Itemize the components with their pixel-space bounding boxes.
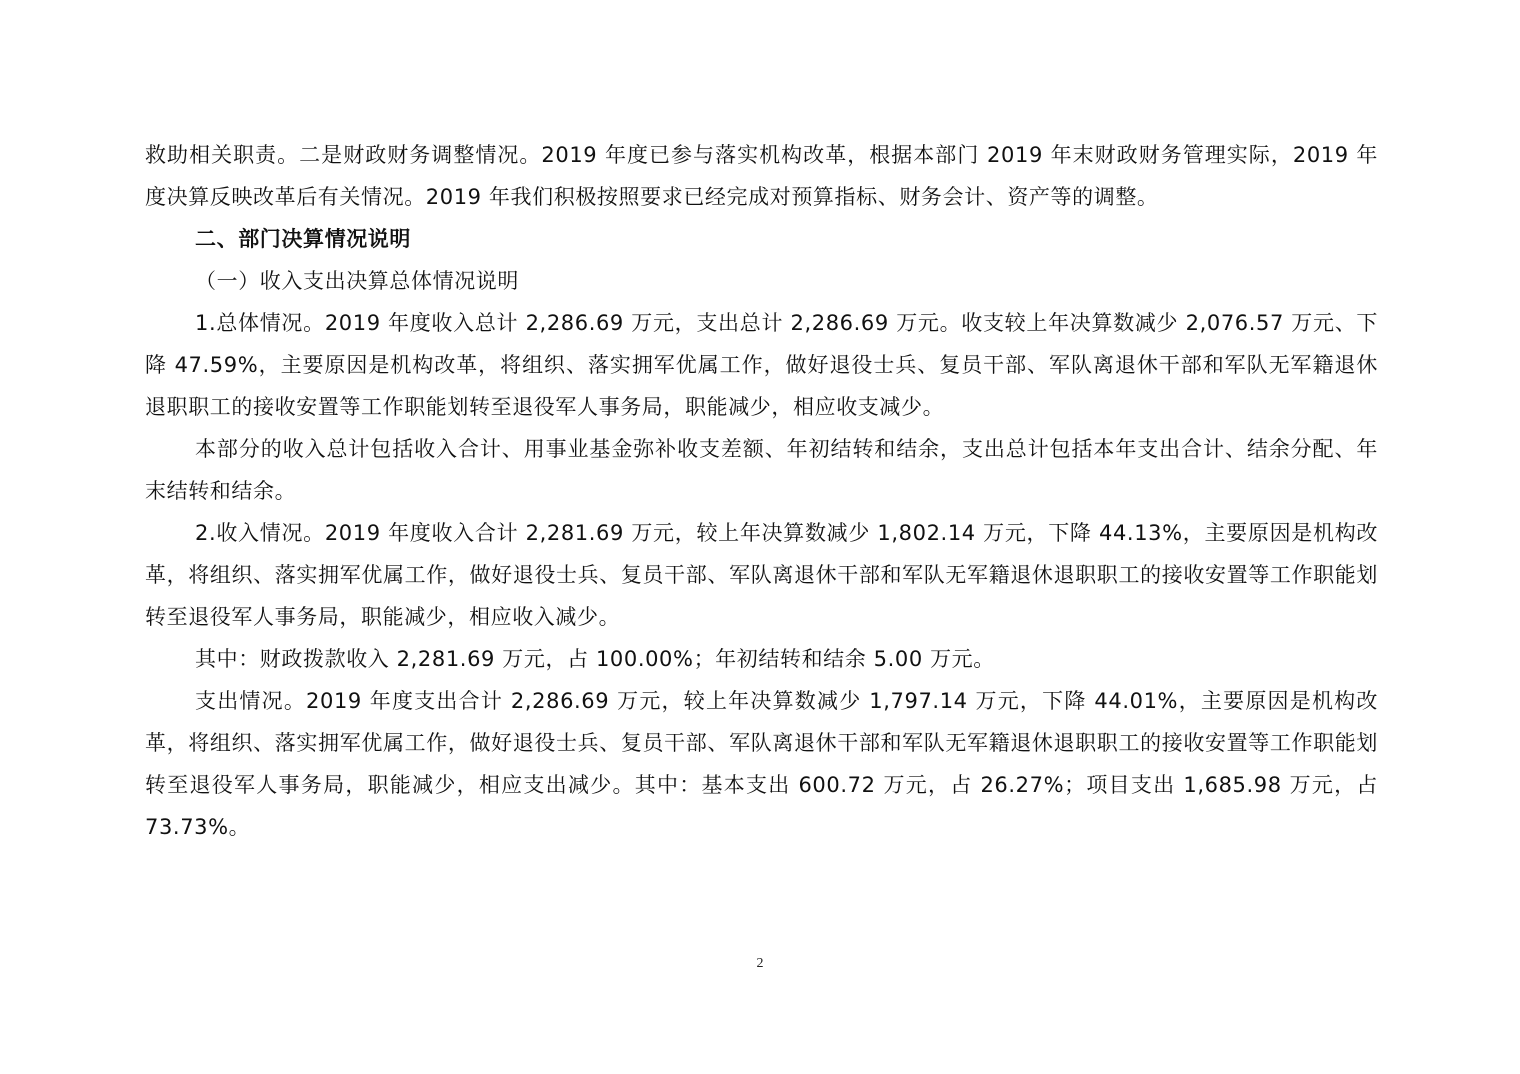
section-heading: 二、部门决算情况说明 bbox=[195, 227, 411, 251]
page-body bbox=[145, 134, 1378, 848]
paragraph-income-breakdown: 其中：财政拨款收入 2,281.69 万元，占 100.00%；年初结转和结余 5.00 万元。 bbox=[195, 647, 995, 671]
subsection-heading: （一）收入支出决算总体情况说明 bbox=[195, 269, 519, 293]
paragraph-income: 2.收入情况。2019 年度收入合计 2,281.69 万元，较上年决算数减少 1,802.14 万元，下降 44.13%，主要原因是机构改革，将组织、落实拥军优属工作，做好退役士兵、复员干部、军队离退休干部和军队无军籍退休退职职工的接收安置等工作职能划转至退役军人事务局，职能减少，相应收入减少。 bbox=[145, 521, 1378, 629]
paragraph-overall: 1.总体情况。2019 年度收入总计 2,286.69 万元，支出总计 2,286.69 万元。收支较上年决算数减少 2,076.57 万元、下降 47.59%，主要原因是机构改革，将组织、落实拥军优属工作，做好退役士兵、复员干部、军队离退休干部和军队无军籍退休退职职工的接收安置等工作职能划转至退役军人事务局，职能减少，相应收支减少。 bbox=[145, 311, 1378, 419]
paragraph-definitions: 本部分的收入总计包括收入合计、用事业基金弥补收支差额、年初结转和结余，支出总计包括本年支出合计、结余分配、年末结转和结余。 bbox=[145, 437, 1378, 503]
page-number: 2 bbox=[756, 956, 764, 971]
paragraph-expenditure: 支出情况。2019 年度支出合计 2,286.69 万元，较上年决算数减少 1,797.14 万元，下降 44.01%，主要原因是机构改革，将组织、落实拥军优属工作，做好退役士兵、复员干部、军队离退休干部和军队无军籍退休退职职工的接收安置等工作职能划转至退役军人事务局，职能减少，相应支出减少。其中：基本支出 600.72 万元，占 26.27%；项目支出 1,685.98 万元，占 73.73%。 bbox=[145, 689, 1378, 839]
paragraph-reform-adjustment: 救助相关职责。二是财政财务调整情况。2019 年度已参与落实机构改革，根据本部门 2019 年末财政财务管理实际，2019 年度决算反映改革后有关情况。2019 年我们积极按照要求已经完成对预算指标、财务会计、资产等的调整。 bbox=[145, 143, 1378, 209]
